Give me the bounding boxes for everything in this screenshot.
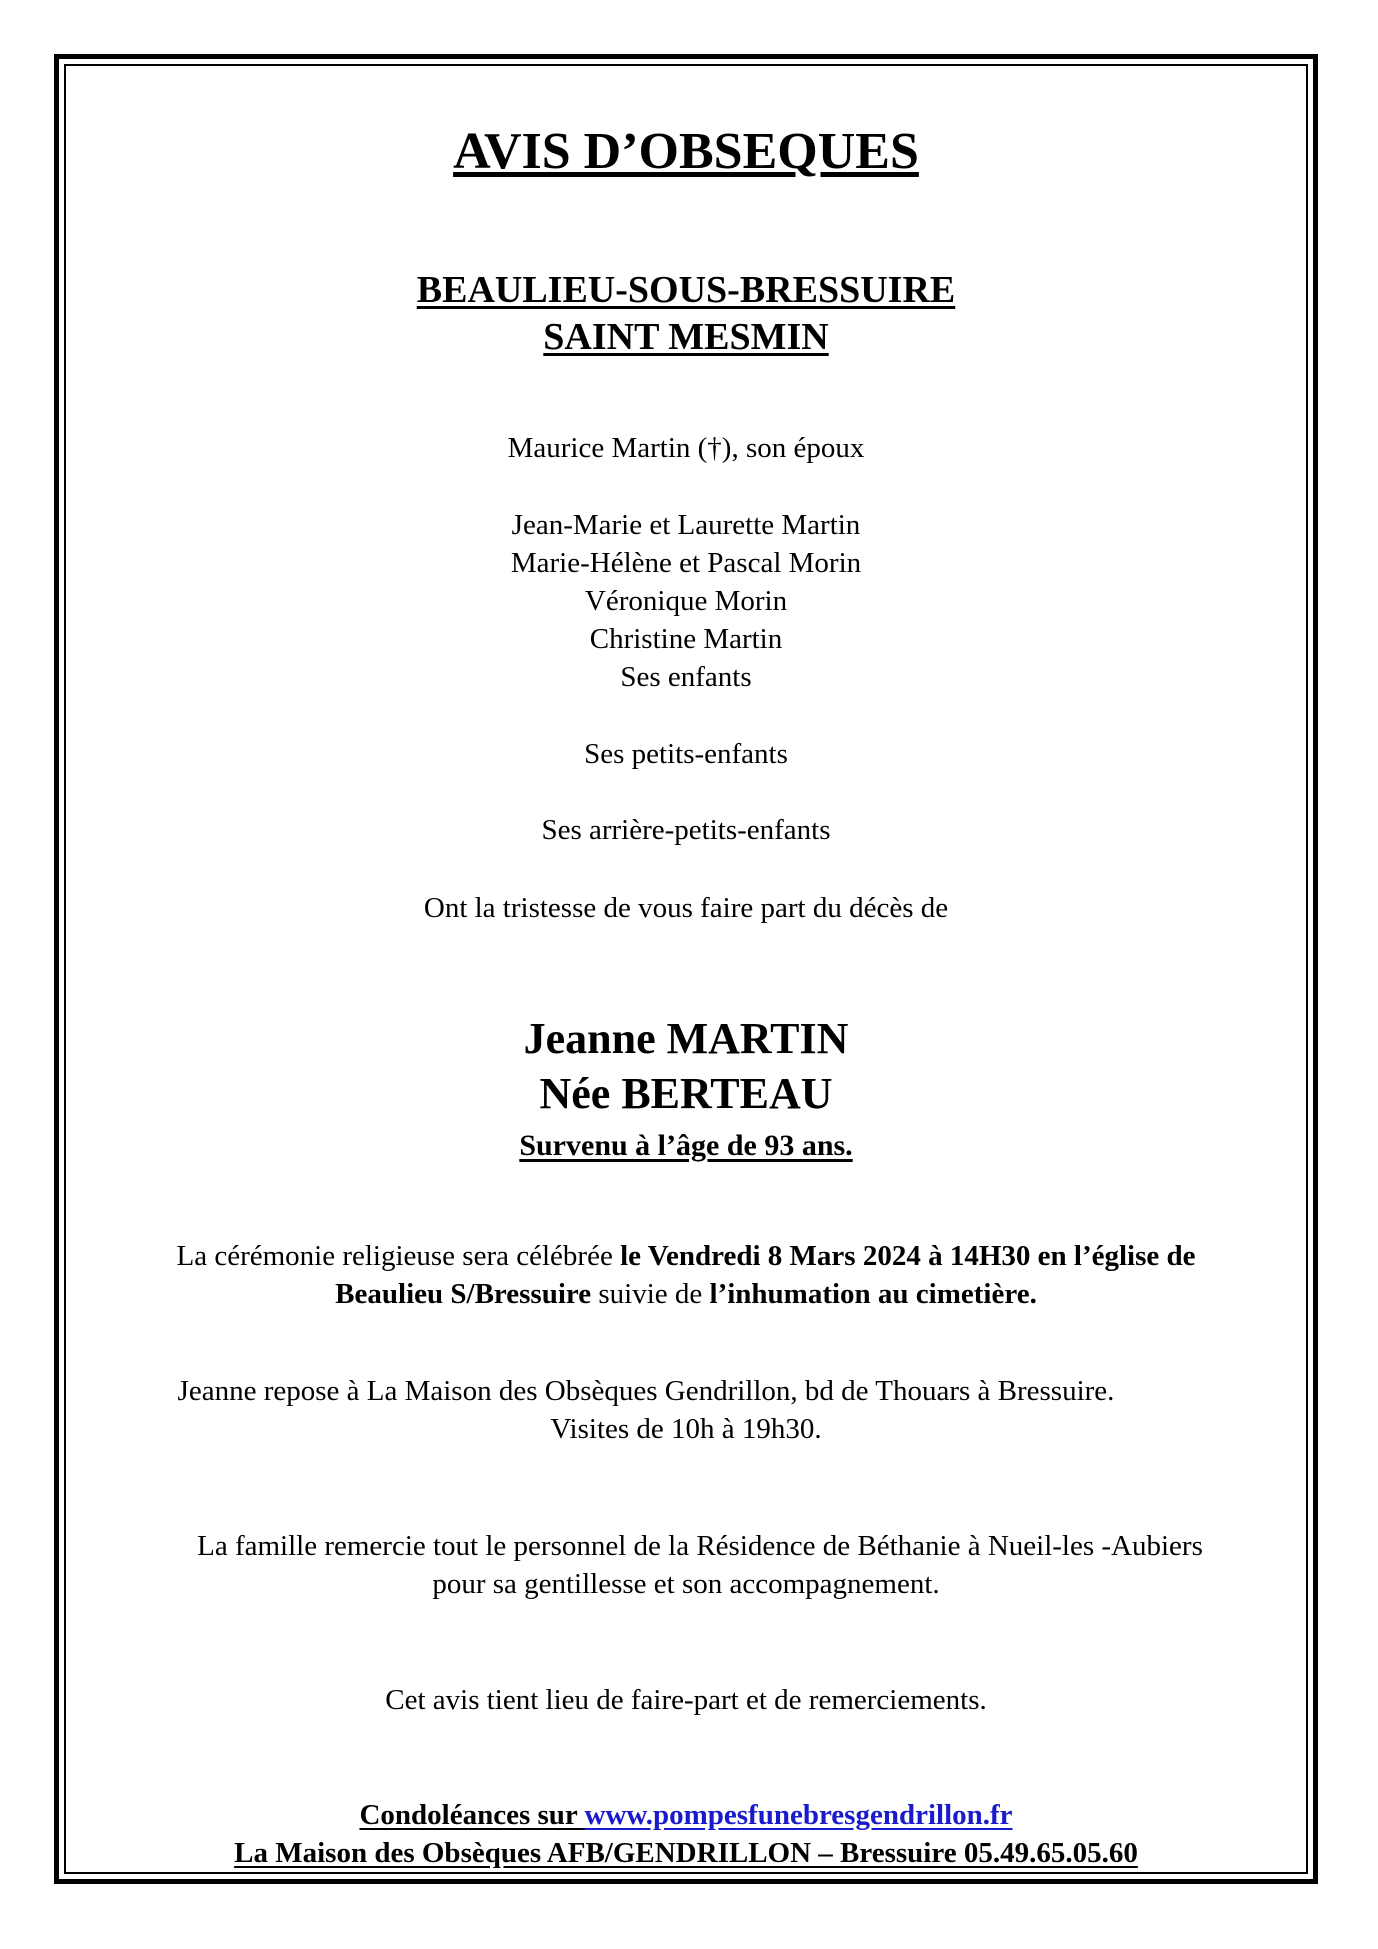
child-line-4: Christine Martin xyxy=(589,623,783,655)
spouse-line: Maurice Martin (†), son époux xyxy=(507,432,865,464)
child-line-1: Jean-Marie et Laurette Martin xyxy=(511,509,861,541)
children-label: Ses enfants xyxy=(620,661,752,693)
notice-line: Cet avis tient lieu de faire-part et de remerciements. xyxy=(385,1684,987,1716)
rest-line-2: Visites de 10h à 19h30. xyxy=(550,1413,822,1445)
deceased-name: Jeanne MARTIN xyxy=(523,1014,849,1063)
thanks-line-1: La famille remercie tout le personnel de la Résidence de Béthanie à Nueil-les -Aubiers xyxy=(197,1530,1203,1562)
ceremony-line-1: La cérémonie religieuse sera célébrée le Vendredi 8 Mars 2024 à 14H30 en l’église de xyxy=(176,1240,1196,1272)
deceased-maiden-name: Née BERTEAU xyxy=(539,1069,833,1118)
child-line-3: Véronique Morin xyxy=(584,585,788,617)
announcement-line: Ont la tristesse de vous faire part du décès de xyxy=(423,892,949,924)
ceremony-line-2: Beaulieu S/Bressuire suivie de l’inhumation au cimetière. xyxy=(335,1278,1037,1310)
place-line-1: BEAULIEU-SOUS-BRESSUIRE xyxy=(416,269,956,311)
rest-line-1: Jeanne repose à La Maison des Obsèques Gendrillon, bd de Thouars à Bressuire. xyxy=(177,1375,1115,1407)
thanks-line-2: pour sa gentillesse et son accompagnement. xyxy=(432,1568,940,1600)
grandchildren-line: Ses petits-enfants xyxy=(584,738,788,770)
condolences-line: Condoléances sur www.pompesfunebresgendrillon.fr xyxy=(359,1799,1013,1831)
place-line-2: SAINT MESMIN xyxy=(543,316,829,358)
website-link[interactable]: www.pompesfunebresgendrillon.fr xyxy=(584,1799,1013,1831)
child-line-2: Marie-Hélène et Pascal Morin xyxy=(510,547,862,579)
deceased-age: Survenu à l’âge de 93 ans. xyxy=(519,1129,853,1162)
funeral-home-line: La Maison des Obsèques AFB/GENDRILLON – Bressuire 05.49.65.05.60 xyxy=(234,1837,1138,1869)
notice-title: AVIS D’OBSEQUES xyxy=(453,123,919,180)
great-grandchildren-line: Ses arrière-petits-enfants xyxy=(541,814,831,846)
obituary-notice xyxy=(66,66,1306,1872)
